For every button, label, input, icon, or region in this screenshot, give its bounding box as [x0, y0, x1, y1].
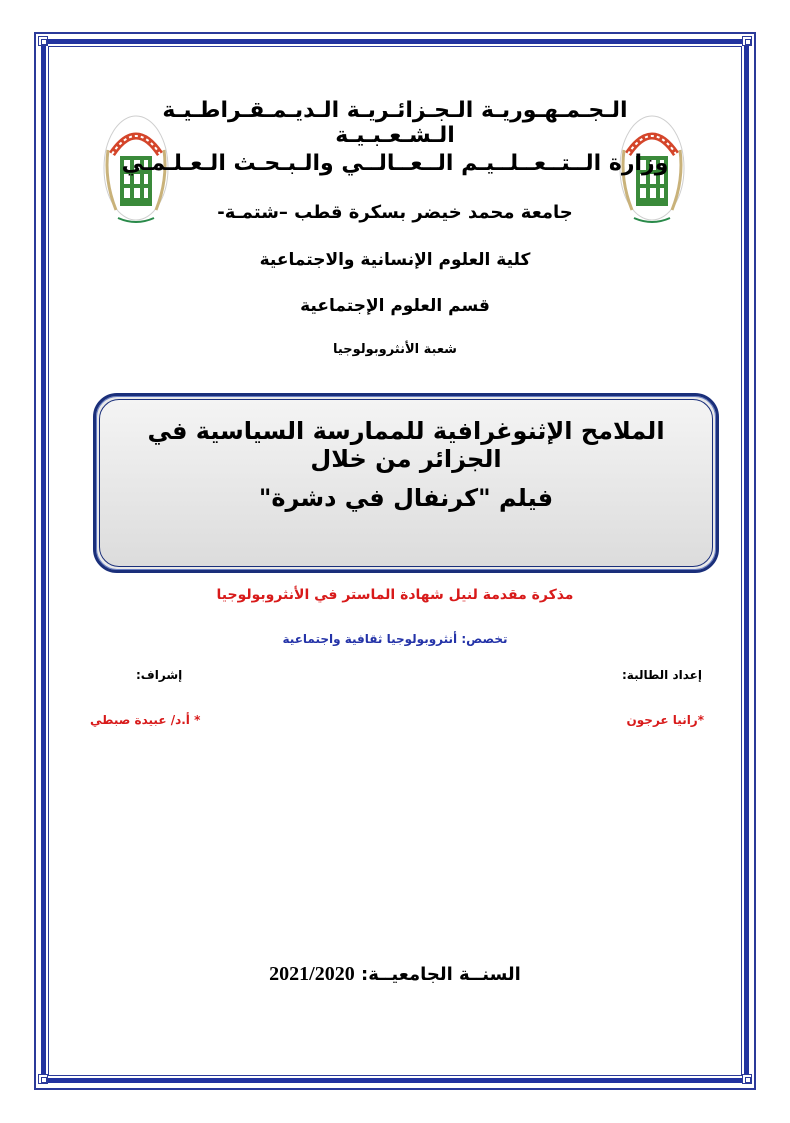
branch-name: شعبة الأنثروبولوجيا — [333, 342, 457, 357]
supervisor-name: * أ.د/ عبيدة صبطي — [90, 713, 201, 727]
university-name: جامعة محمد خيضر بسكرة قطب –شتمـة- — [217, 202, 573, 223]
supervision-label: إشراف: — [136, 668, 183, 682]
faculty-name: كلية العلوم الإنسانية والاجتماعية — [259, 250, 531, 270]
border-corner-ornament — [38, 1074, 48, 1084]
border-corner-ornament — [742, 1074, 752, 1084]
specialty-line: تخصص: أنثروبولوجيا ثقافية واجتماعية — [282, 632, 508, 646]
academic-year-label: السنــة الجامعيــة: — [361, 964, 521, 985]
student-name: *رانيا عرجون — [626, 713, 704, 727]
ministry-name: وزارة الــتــعــلــيـم الــعــالــي والـبـحـث الـعـلـمـي — [121, 151, 669, 176]
border-corner-ornament — [38, 36, 48, 46]
thesis-title-line-1: الملامح الإثنوغرافية للممارسة السياسية في الجزائر من خلال — [147, 417, 665, 473]
academic-year — [100, 963, 690, 986]
republic-name: الـجـمـهـوريـة الـجـزائـريـة الـديـمـقـراطـيـة الـشـعـبـيـة — [162, 98, 628, 148]
memo-statement: مذكرة مقدمة لنيل شهادة الماستر في الأنثروبولوجيا — [216, 587, 574, 603]
border-corner-ornament — [742, 36, 752, 46]
thesis-title-line-2: فيلم "كرنفال في دشرة" — [258, 484, 554, 512]
department-name: قسم العلوم الإجتماعية — [300, 296, 490, 316]
prepared-by-label: إعداد الطالبة: — [622, 668, 702, 682]
academic-year-value: 2021/2020 — [269, 963, 355, 985]
